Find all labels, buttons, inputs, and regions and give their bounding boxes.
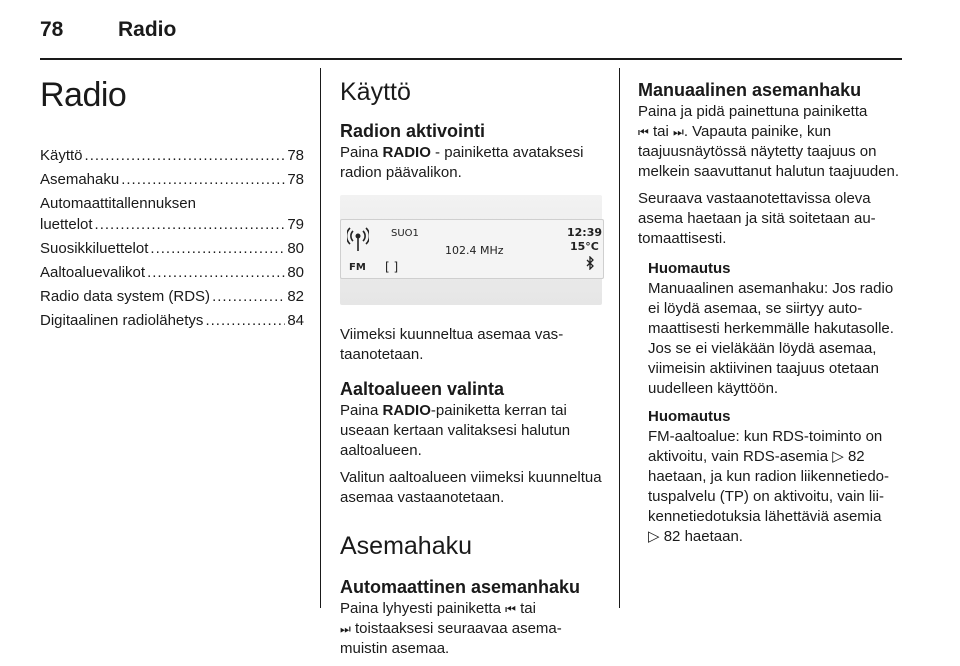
toc-column [40,68,304,334]
section-title-asemahaku: Asemahaku [340,532,473,560]
auto-search-paragraph: Paina lyhyesti painiketta ⏮ tai ⏭ toistaaksesi seuraavaa asemamuistin asemaa. [340,600,562,657]
radio-display-image [340,195,602,305]
subsection-title-auto-search: Automaattinen asemanhaku [340,577,581,597]
toc-entry[interactable]: Digitaalinen radiolähetys ..... 84 [40,310,304,331]
display-band: FM [349,262,366,273]
note-text: Manuaalinen asemanhaku: Jos radio ei löydä asemaa, se siirtyy automaattisesti herkemmälle hakutasolle. Jos se ei vieläkään löydä asemaa, viimeisin aktiivinen taajuus otetaan uudelleen käyttöön. [648,280,894,397]
header-rule [40,58,902,60]
toc-entry[interactable]: Radio data system (RDS) ..... 82 [40,286,304,307]
note-heading: Huomautus [648,260,731,277]
manual-search-paragraph-2: Seuraava vastaanotettavissa oleva asema haetaan ja sitä soitetaan automaattisesti. [638,190,876,247]
note-heading: Huomautus [648,408,731,425]
section-title-kaytto: Käyttö [340,78,411,106]
bluetooth-icon [585,256,595,270]
band-paragraph-1: Paina RADIO-painiketta kerran tai useaan kertaan valitaksesi halutun aaltoalueen. [340,402,571,459]
reference-arrow-icon: ▷ [648,528,660,545]
antenna-icon [347,226,369,252]
running-title: Radio [118,18,177,41]
band-paragraph-2: Valitun aaltoalueen viimeksi kuunneltua asemaa vastaanotetaan. [340,469,602,506]
after-display-paragraph: Viimeksi kuunneltua asemaa vastaanotetaan. [340,326,564,363]
toc-entry[interactable]: Asemahaku ..... 78 [40,169,304,190]
activation-paragraph: Paina RADIO - painiketta avataksesi radion päävalikon. [340,144,584,181]
skip-forward-icon: ⏭ [340,622,351,636]
display-time: 12:39 [567,226,603,239]
manual-search-paragraph-1: Paina ja pidä painettuna painiketta ⏮ tai ⏭. Vapauta painike, kun taajuusnäytössä näytetty taajuus on melkein saavuttanut halutun taajuuden. [638,103,900,180]
content-column-3 [638,68,906,553]
page-header [40,18,902,48]
skip-back-icon: ⏮ [505,602,516,616]
display-brackets: [ ] [385,260,399,274]
skip-forward-icon: ⏭ [673,125,684,139]
note-1 [638,259,906,399]
page-number: 78 [40,18,64,41]
display-frequency: 102.4 MHz [445,244,504,257]
column-divider-2 [619,68,620,608]
note-text: FM-aaltoalue: kun RDS-toiminto on aktivoitu, vain RDS-asemia ▷ 82 haetaan, ja kun radion liikennetiedotuspalvelu (TP) on aktivoitu, vain liikennetiedotuksia lähettäviä asemia ▷ 82 haetaan. [648,428,890,545]
subsection-title-band: Aaltoalueen valinta [340,379,505,399]
radio-screen [340,219,604,279]
toc-entry[interactable]: Käyttö ..... 78 [40,145,304,166]
subsection-title-activation: Radion aktivointi [340,121,486,141]
toc-entry[interactable]: Suosikkiluettelot ..... 80 [40,238,304,259]
display-preset: SUO1 [391,228,419,239]
content-column-2 [340,68,602,666]
reference-arrow-icon: ▷ [832,448,844,465]
column-divider-1 [320,68,321,608]
toc-entry[interactable]: Aaltoaluevalikot ..... 80 [40,262,304,283]
subsection-title-manual-search: Manuaalinen asemanhaku [638,80,862,100]
toc-entry[interactable]: Automaattitallennuksen luettelot ..... 79 [40,193,304,235]
skip-back-icon: ⏮ [638,125,649,139]
page-reference-link[interactable]: 82 [847,448,865,465]
display-temperature: 15°C [570,240,599,253]
page-reference-link[interactable]: 82 [663,528,681,545]
table-of-contents [40,145,304,331]
note-2 [638,407,906,547]
chapter-title: Radio [40,76,127,114]
